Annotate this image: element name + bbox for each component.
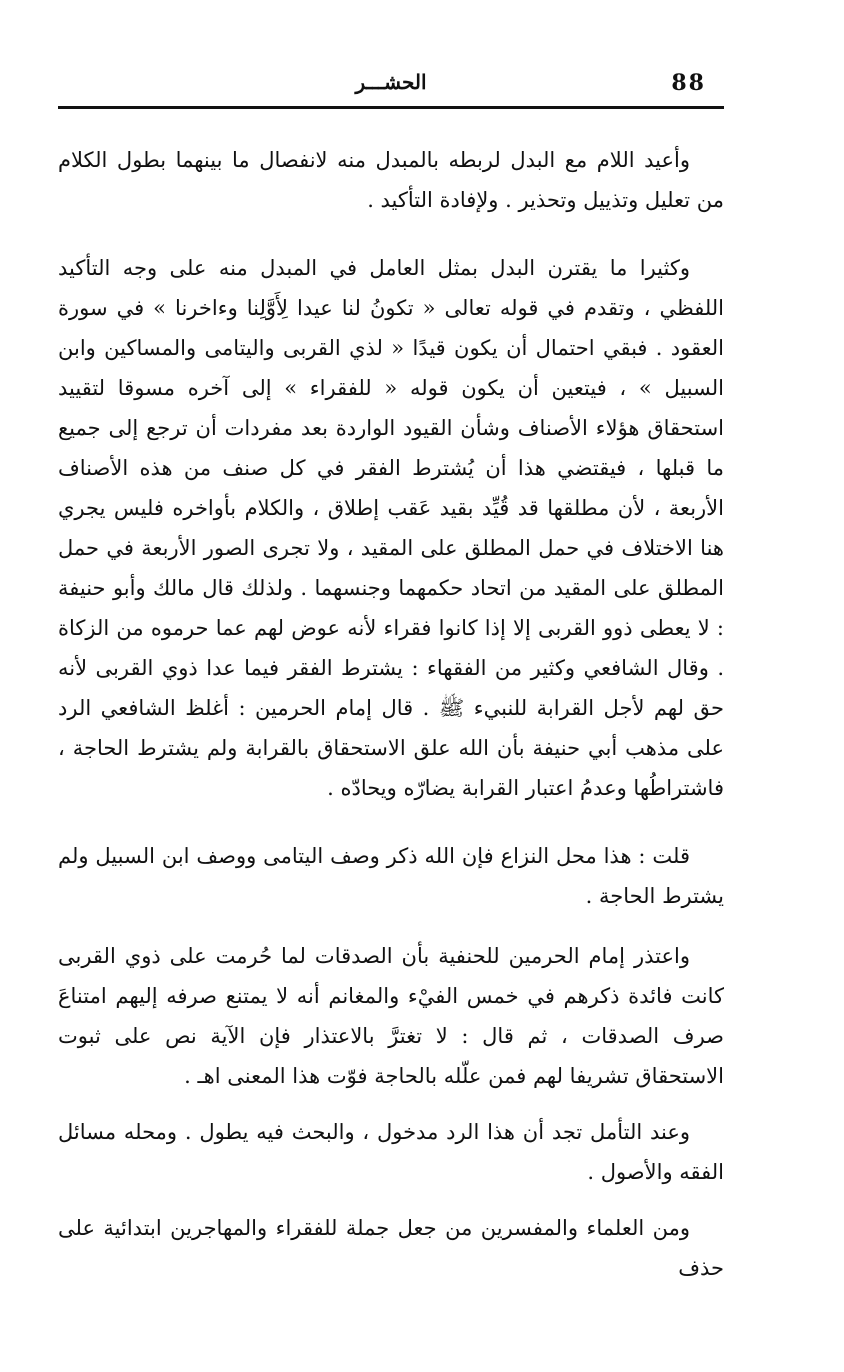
paragraph-6: ومن العلماء والمفسرين من جعل جملة للفقراء والمهاجرين ابتدائية على حذف: [58, 1216, 724, 1280]
paragraph-1: وأعيد اللام مع البدل لربطه بالمبدل منه لانفصال ما بينهما بطول الكلام من تعليل وتذييل وتحذير . ولإفادة التأكيد .: [58, 148, 724, 212]
paragraph-2: وكثيرا ما يقترن البدل بمثل العامل في المبدل منه على وجه التأكيد اللفظي ، وتقدم في قوله تعالى « تكونُ لنا عيدا لِأَوَّلِنا وءاخرنا » في سورة العقود . فبقي احتمال أن يكون قيدًا « لذي القربى واليتامى والمساكين وابن السبيل » ، فيتعين أن يكون قوله « للفقراء » إلى آخره مسوقا لتقييد استحقاق هؤلاء الأصناف وشأن القيود الواردة بعد مفردات أن ترجع إلى جميع ما قبلها ، فيقتضي هذا أن يُشترط الفقر في كل صنف من هذه الأصناف الأربعة ، لأن مطلقها قد قُيِّد بقيد عَقب إطلاق ، والكلام بأواخره فليس يجري هنا الاختلاف في حمل المطلق على المقيد ، ولا تجرى الصور الأربعة في حمل المطلق على المقيد من اتحاد حكمهما وجنسهما . ولذلك قال مالك وأبو حنيفة : لا يعطى ذوو القربى إلا إذا كانوا فقراء لأنه عوض لهم عما حرموه من الزكاة . وقال الشافعي وكثير من الفقهاء : يشترط الفقر فيما عدا ذوي القربى لأنه حق لهم لأجل القرابة للنبيء ﷺ . قال إمام الحرمين : أغلظ الشافعي الرد على مذهب أبي حنيفة بأن الله علق الاستحقاق بالقرابة ولم يشترط الحاجة ، فاشتراطُها وعدمُ اعتبار القرابة يضارّه ويحادّه .: [58, 256, 724, 800]
paragraph-4: واعتذر إمام الحرمين للحنفية بأن الصدقات لما حُرمت على ذوي القربى كانت فائدة ذكرهم في خمس الفيْء والمغانم أنه لا يمتنع صرفه إليهم امتناعَ صرف الصدقات ، ثم قال : لا تغترَّ بالاعتذار فإن الآية نص على ثبوت الاستحقاق تشريفا لهم فمن علّله بالحاجة فوّت هذا المعنى اهـ .: [58, 944, 724, 1088]
paragraph-5: وعند التأمل تجد أن هذا الرد مدخول ، والبحث فيه يطول . ومحله مسائل الفقه والأصول .: [58, 1120, 724, 1184]
running-title: الحشـــر: [355, 70, 427, 94]
page-header: [58, 62, 724, 102]
page-number: 88: [671, 70, 706, 96]
paragraph-3: قلت : هذا محل النزاع فإن الله ذكر وصف اليتامى ووصف ابن السبيل ولم يشترط الحاجة .: [58, 844, 724, 908]
header-rule: [58, 106, 724, 109]
page-body: [58, 140, 724, 1288]
